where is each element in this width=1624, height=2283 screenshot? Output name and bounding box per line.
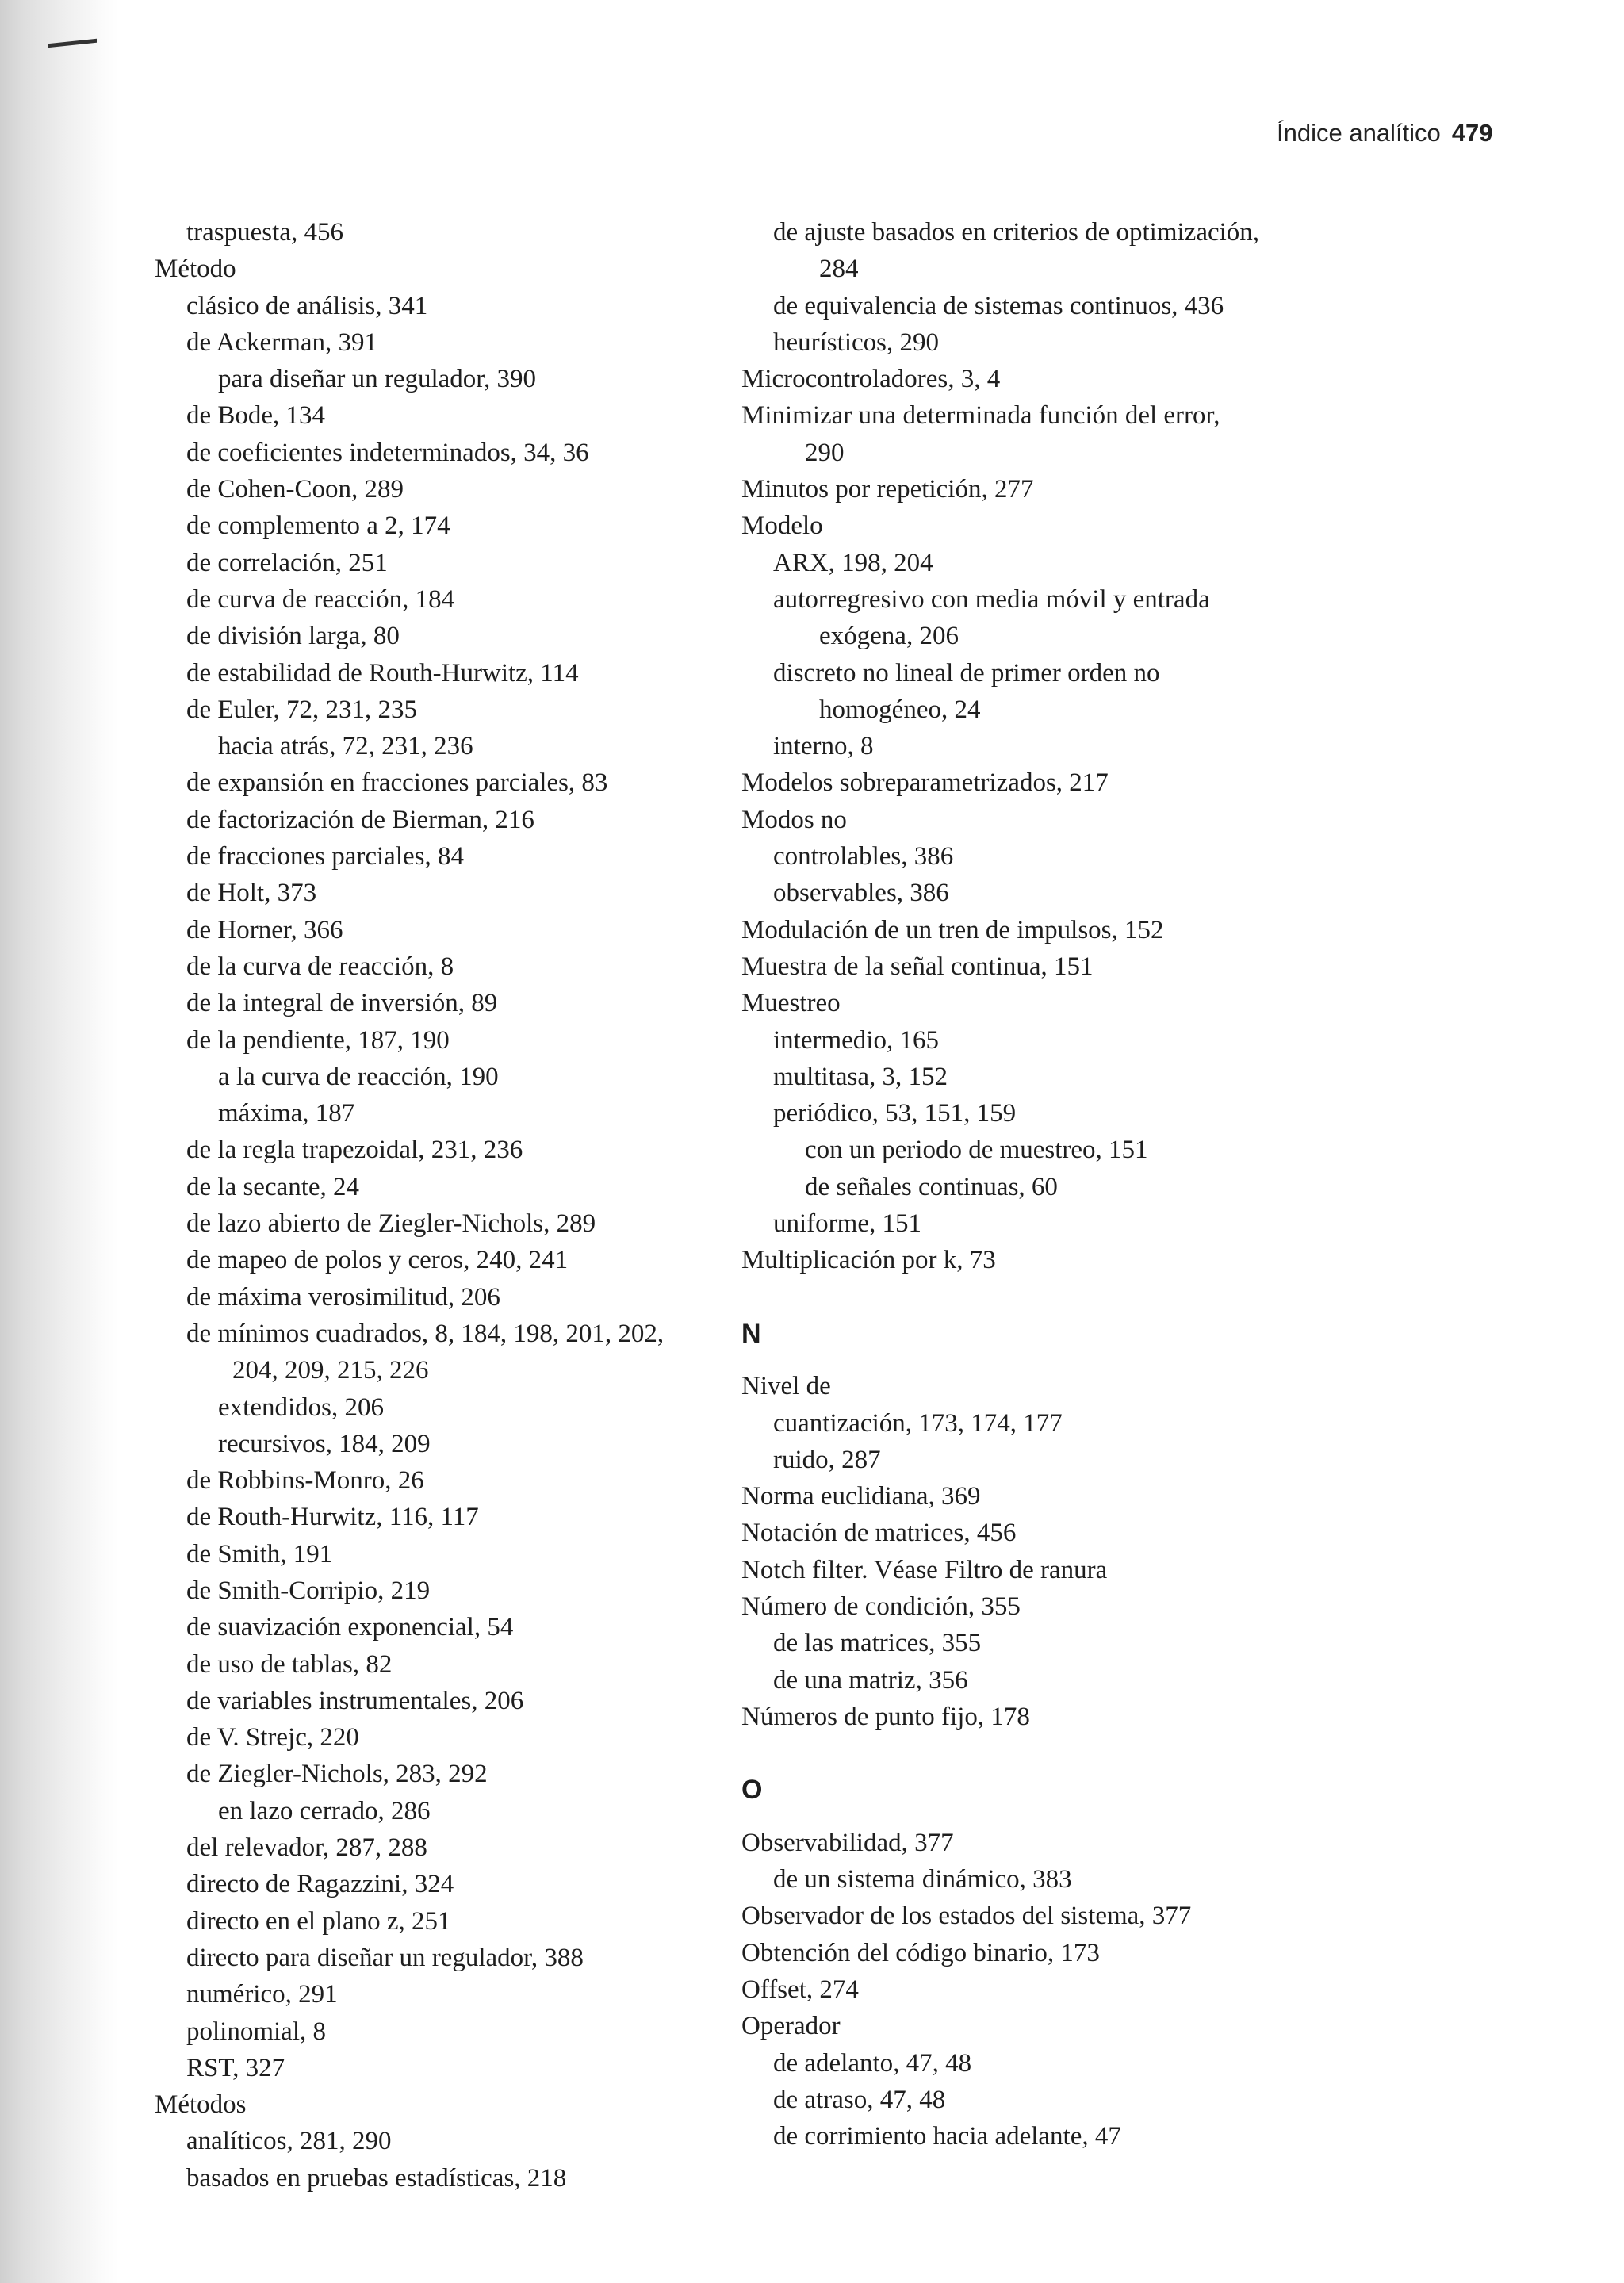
index-subentry: de Smith, 191 [186,1539,333,1569]
index-subentry: de complemento a 2, 174 [186,511,450,541]
running-header [1277,119,1554,147]
index-entry: Modulación de un tren de impulsos, 152 [741,915,1164,944]
section-gap [741,1809,1360,1825]
index-subentry: de una matriz, 356 [773,1665,968,1695]
index-subentry: de lazo abierto de Ziegler-Nichols, 289 [186,1209,596,1239]
index-subentry: de correlación, 251 [186,548,388,577]
index-subentry: de mapeo de polos y ceros, 240, 241 [186,1246,569,1275]
index-entry: Muestra de la señal continua, 151 [741,952,1094,981]
index-subentry: controlables, 386 [773,842,954,871]
index-subentry: de Euler, 72, 231, 235 [186,695,418,724]
index-subentry: uniforme, 151 [773,1209,921,1239]
index-subentry: de ajuste basados en criterios de optimización, [773,218,1260,247]
index-subsubentry: extendidos, 206 [218,1392,384,1422]
index-entry: Muestreo [741,989,841,1018]
index-subsubentry: hacia atrás, 72, 231, 236 [218,732,473,761]
index-subentry: heurísticos, 290 [773,328,939,357]
index-subentry: analíticos, 281, 290 [186,2127,392,2156]
index-subsubentry: recursivos, 184, 209 [218,1429,431,1458]
index-subentry: multitasa, 3, 152 [773,1062,948,1091]
index-entry: Offset, 274 [741,1975,859,2004]
index-entry: Notación de matrices, 456 [741,1519,1017,1548]
index-subsubentry: máxima, 187 [218,1099,355,1128]
index-entry: Observabilidad, 377 [741,1828,954,1857]
index-subentry: numérico, 291 [186,1980,338,2009]
index-subentry: de la integral de inversión, 89 [186,989,498,1018]
section-letter-n: N [741,1318,761,1349]
section-gap [741,1279,1360,1316]
index-subsubentry: a la curva de reacción, 190 [218,1062,499,1091]
index-subentry: de adelanto, 47, 48 [773,2048,972,2078]
index-subentry: de Routh-Hurwitz, 116, 117 [186,1503,479,1532]
index-entry: Observador de los estados del sistema, 377 [741,1902,1192,1931]
index-subentry: de fracciones parciales, 84 [186,842,464,871]
index-subentry: interno, 8 [773,732,874,761]
index-subentry: basados en pruebas estadísticas, 218 [186,2163,567,2193]
index-entry-continuation: 290 [805,438,845,467]
index-subentry: periódico, 53, 151, 159 [773,1099,1017,1128]
index-subentry: de Cohen-Coon, 289 [186,475,404,504]
index-entry: Minimizar una determinada función del error, [741,401,1220,431]
index-entry-continuation: 284 [819,255,859,284]
index-subentry: de corrimiento hacia adelante, 47 [773,2122,1121,2151]
index-subentry: de un sistema dinámico, 383 [773,1865,1072,1894]
index-entry: Norma euclidiana, 369 [741,1482,981,1511]
index-subentry: ruido, 287 [773,1445,881,1474]
index-entry: Número de condición, 355 [741,1592,1021,1621]
index-subsubentry: con un periodo de muestreo, 151 [805,1136,1148,1165]
index-subentry: de expansión en fracciones parciales, 83 [186,768,608,798]
index-subentry: de Smith-Corripio, 219 [186,1576,431,1605]
scan-gutter-shadow [0,0,119,2283]
index-entry: Notch filter. Véase Filtro de ranura [741,1555,1108,1584]
index-subentry: de uso de tablas, 82 [186,1649,393,1679]
index-subentry: cuantización, 173, 174, 177 [773,1408,1063,1438]
index-subentry: directo de Ragazzini, 324 [186,1870,454,1899]
section-title: Índice analítico [1277,119,1441,147]
index-subentry: de variables instrumentales, 206 [186,1686,524,1715]
index-subentry: autorregresivo con media móvil y entrada [773,584,1210,614]
index-subentry: de Ziegler-Nichols, 283, 292 [186,1760,488,1789]
index-entry-continuation: homogéneo, 24 [819,695,981,724]
index-subentry: observables, 386 [773,879,949,908]
index-subsubentry: en lazo cerrado, 286 [218,1796,431,1825]
index-subsubentry: de señales continuas, 60 [805,1172,1058,1201]
index-subentry: de estabilidad de Routh-Hurwitz, 114 [186,658,579,688]
index-entry: traspuesta, 456 [186,218,343,247]
index-subentry: de coeficientes indeterminados, 34, 36 [186,438,589,467]
index-subentry: de máxima verosimilitud, 206 [186,1282,500,1312]
index-subentry: de la curva de reacción, 8 [186,952,454,981]
index-subentry: de Holt, 373 [186,879,317,908]
index-subentry: directo para diseñar un regulador, 388 [186,1943,584,1972]
index-subentry: de la secante, 24 [186,1172,360,1201]
index-entry: Modelos sobreparametrizados, 217 [741,768,1109,798]
index-subentry: de la pendiente, 187, 190 [186,1025,450,1055]
section-gap [741,1735,1360,1772]
index-entry: Método [155,255,236,284]
index-subentry: del relevador, 287, 288 [186,1833,427,1863]
index-entry: Operador [741,2012,841,2041]
index-subentry: de equivalencia de sistemas continuos, 436 [773,291,1224,320]
index-subentry: de factorización de Bierman, 216 [186,805,534,834]
index-entry: Modos no [741,805,847,834]
index-subentry: discreto no lineal de primer orden no [773,658,1160,688]
page-number: 479 [1451,119,1493,147]
index-subentry: intermedio, 165 [773,1025,939,1055]
section-gap [741,1352,1360,1368]
index-entry: Multiplicación por k, 73 [741,1246,996,1275]
index-column-left [155,214,726,2197]
index-entry: Minutos por repetición, 277 [741,475,1034,504]
index-entry: Números de punto fijo, 178 [741,1702,1030,1731]
index-subentry: directo en el plano z, 251 [186,1906,451,1936]
index-subsubentry: para diseñar un regulador, 390 [218,365,536,394]
index-subentry: polinomial, 8 [186,2017,326,2046]
index-subentry: de Bode, 134 [186,401,326,431]
index-subentry: de mínimos cuadrados, 8, 184, 198, 201, 202, [186,1319,665,1348]
index-subentry: de Horner, 366 [186,915,343,944]
index-subentry: de curva de reacción, 184 [186,584,455,614]
index-entry-continuation: exógena, 206 [819,622,959,651]
index-subentry: de atraso, 47, 48 [773,2085,946,2114]
index-entry: Métodos [155,2090,247,2120]
index-entry: Modelo [741,511,823,541]
index-column-right [741,214,1360,2155]
section-letter-o: O [741,1775,763,1806]
index-entry: Obtención del código binario, 173 [741,1938,1100,1967]
index-entry: Nivel de [741,1372,831,1401]
index-entry-continuation: 204, 209, 215, 226 [232,1356,429,1385]
index-subentry: de V. Strejc, 220 [186,1723,359,1752]
index-subentry: clásico de análisis, 341 [186,291,428,320]
index-subentry: de la regla trapezoidal, 231, 236 [186,1136,523,1165]
index-subentry: RST, 327 [186,2053,285,2082]
index-subentry: de suavización exponencial, 54 [186,1613,514,1642]
index-entry: Microcontroladores, 3, 4 [741,365,1001,394]
index-subentry: ARX, 198, 204 [773,548,933,577]
index-subentry: de las matrices, 355 [773,1629,982,1658]
index-subentry: de Ackerman, 391 [186,328,378,357]
index-subentry: de Robbins-Monro, 26 [186,1466,424,1496]
index-subentry: de división larga, 80 [186,622,400,651]
